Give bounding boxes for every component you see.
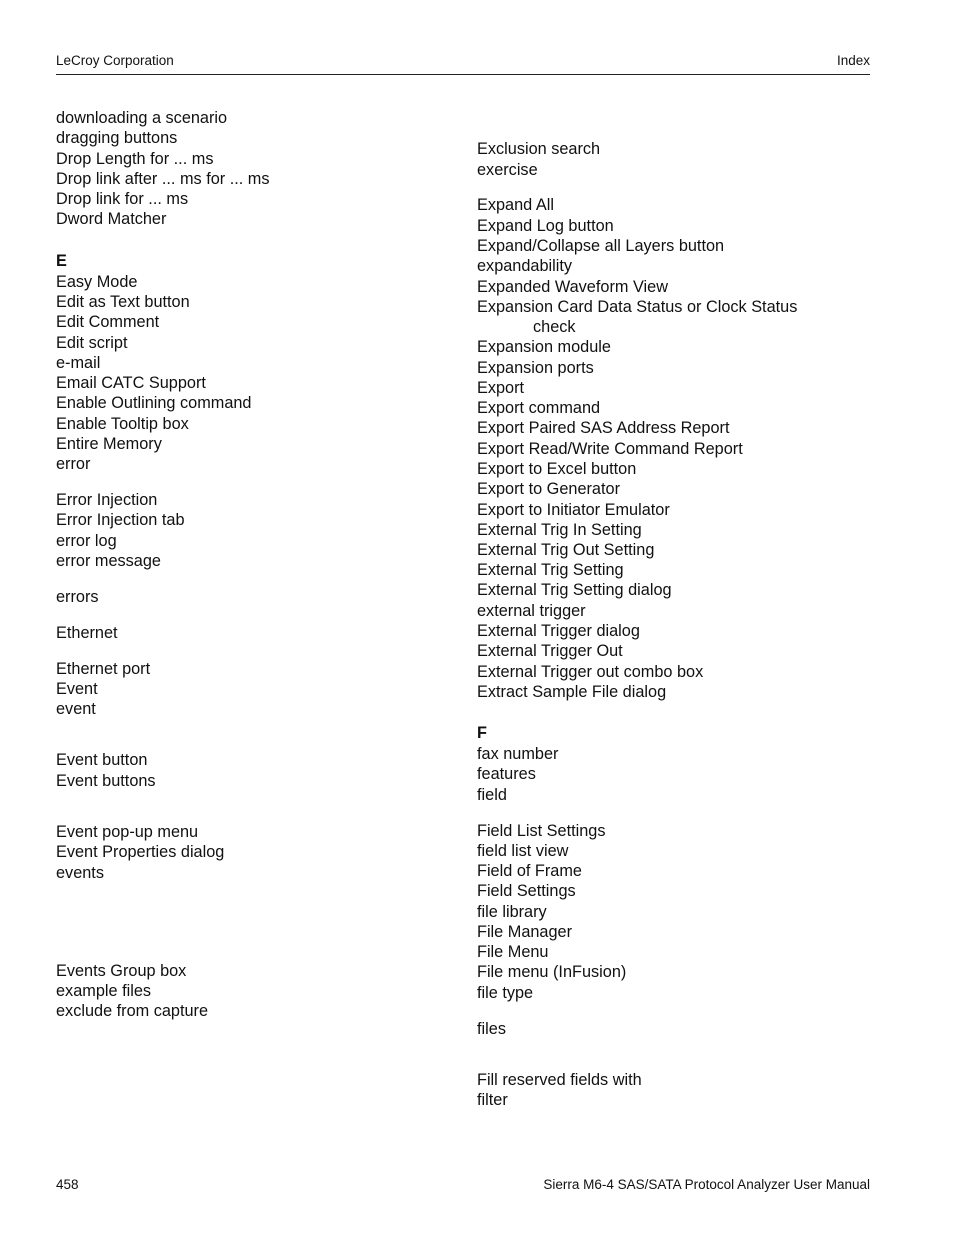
manual-title: Sierra M6-4 SAS/SATA Protocol Analyzer User Manual [543, 1177, 870, 1192]
index-entry: Export to Excel button [477, 460, 637, 478]
index-entry: Export [477, 379, 525, 397]
index-entry: External Trigger out combo box [477, 663, 704, 681]
index-entry: External Trig In Setting [477, 521, 642, 539]
index-entry: Ethernet port [56, 660, 151, 678]
index-entry: Edit Comment [56, 313, 160, 331]
index-letter-heading: E [56, 252, 67, 270]
index-entry: exclude from capture [56, 1002, 209, 1020]
index-entry: Dword Matcher [56, 210, 167, 228]
index-entry: Field List Settings [477, 822, 606, 840]
page-number: 458 [56, 1177, 79, 1192]
index-entry: Event button [56, 751, 148, 769]
index-entry: File menu (InFusion) [477, 963, 627, 981]
index-entry: error [56, 455, 91, 473]
index-entry: Expand All [477, 196, 554, 214]
index-entry: Event Properties dialog [56, 843, 225, 861]
index-entry: filter [477, 1091, 508, 1109]
index-entry: File Menu [477, 943, 549, 961]
index-entry: Entire Memory [56, 435, 162, 453]
index-entry: files [477, 1020, 506, 1038]
index-entry: external trigger [477, 602, 586, 620]
index-entry: file library [477, 903, 547, 921]
index-entry: fax number [477, 745, 559, 763]
index-entry: Extract Sample File dialog [477, 683, 667, 701]
index-entry: events [56, 864, 104, 882]
index-entry: External Trig Setting [477, 561, 624, 579]
index-entry: event [56, 700, 96, 718]
index-entry: Error Injection tab [56, 511, 185, 529]
index-entry: Error Injection [56, 491, 158, 509]
index-entry: Expansion ports [477, 359, 594, 377]
index-entry: Expansion Card Data Status or Clock Status [477, 298, 798, 316]
index-entry: Export Read/Write Command Report [477, 440, 743, 458]
index-entry: External Trig Out Setting [477, 541, 655, 559]
index-entry: Expansion module [477, 338, 611, 356]
index-entry: downloading a scenario [56, 109, 228, 127]
index-entry: Enable Tooltip box [56, 415, 189, 433]
index-entry: field list view [477, 842, 569, 860]
index-entry: Expanded Waveform View [477, 278, 668, 296]
index-entry: External Trigger Out [477, 642, 623, 660]
index-entry: Event pop-up menu [56, 823, 199, 841]
index-entry: expandability [477, 257, 573, 275]
index-entry: error log [56, 532, 117, 550]
index-entry: dragging buttons [56, 129, 178, 147]
index-entry: Drop link after ... ms for ... ms [56, 170, 270, 188]
index-entry: e-mail [56, 354, 101, 372]
index-entry: Events Group box [56, 962, 187, 980]
index-entry: Drop Length for ... ms [56, 150, 214, 168]
index-entry: error message [56, 552, 161, 570]
header-divider [56, 74, 870, 75]
index-entry: Export to Initiator Emulator [477, 501, 670, 519]
running-header-left: LeCroy Corporation [56, 53, 174, 68]
index-entry: Expand/Collapse all Layers button [477, 237, 725, 255]
index-entry: File Manager [477, 923, 573, 941]
index-entry: exercise [477, 161, 538, 179]
index-entry: Enable Outlining command [56, 394, 252, 412]
index-entry: Export Paired SAS Address Report [477, 419, 730, 437]
index-entry: Fill reserved fields with [477, 1071, 642, 1089]
index-entry: file type [477, 984, 534, 1002]
index-entry: Export to Generator [477, 480, 620, 498]
index-entry: Field of Frame [477, 862, 582, 880]
index-entry: Export command [477, 399, 601, 417]
index-entry: Expand Log button [477, 217, 614, 235]
index-entry: errors [56, 588, 99, 606]
index-entry: check [533, 318, 576, 336]
index-entry: External Trig Setting dialog [477, 581, 672, 599]
index-entry: Event [56, 680, 98, 698]
index-entry: External Trigger dialog [477, 622, 640, 640]
index-entry: Edit script [56, 334, 128, 352]
index-entry: Exclusion search [477, 140, 601, 158]
index-entry: Event buttons [56, 772, 156, 790]
index-entry: Drop link for ... ms [56, 190, 189, 208]
index-entry: Field Settings [477, 882, 576, 900]
index-entry: example files [56, 982, 152, 1000]
index-entry: field [477, 786, 507, 804]
index-entry: Easy Mode [56, 273, 138, 291]
index-entry: Edit as Text button [56, 293, 190, 311]
index-entry: Email CATC Support [56, 374, 206, 392]
index-entry: Ethernet [56, 624, 118, 642]
index-letter-heading: F [477, 724, 487, 742]
index-entry: features [477, 765, 536, 783]
running-header-right: Index [836, 53, 870, 68]
